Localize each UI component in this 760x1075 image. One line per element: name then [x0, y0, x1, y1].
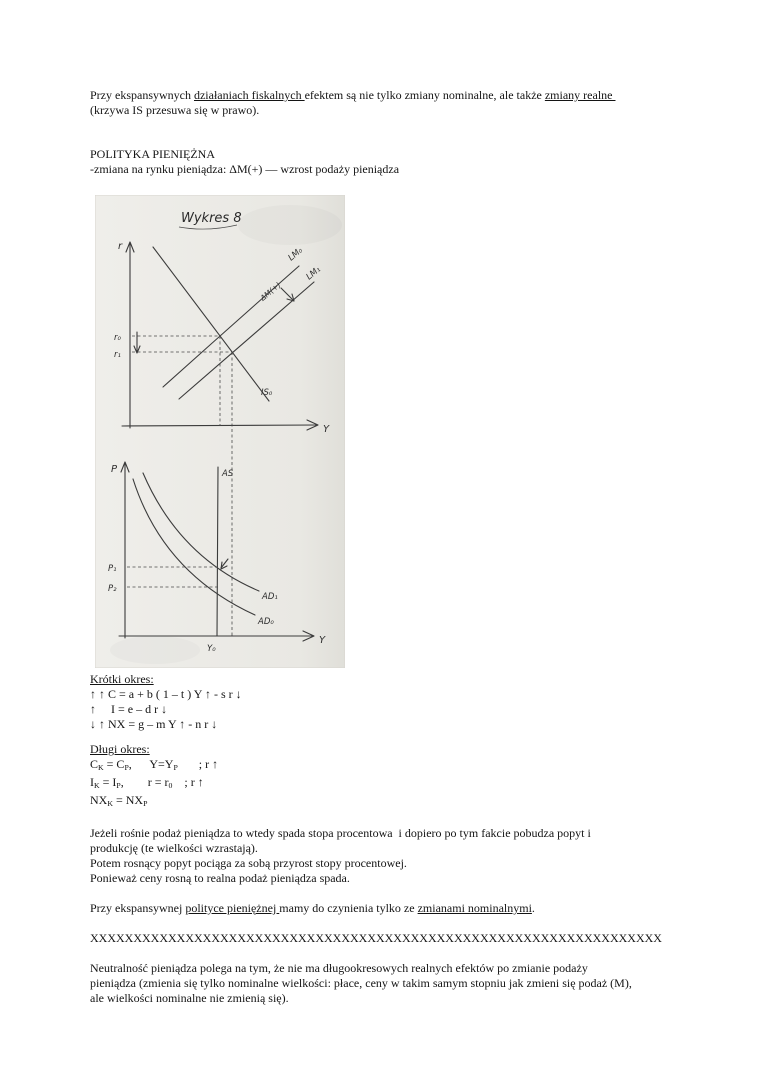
p1-label: P₁ — [108, 564, 117, 574]
analysis-line-4: Ponieważ ceny rosną to realna podaż pieniądza spada. — [90, 870, 350, 885]
analysis-line-3: Potem rosnący popyt pociąga za sobą przyrost stopy procentowej. — [90, 855, 407, 870]
short-run-eq-net-exports: ↓ ↑ NX = g – m Y ↑ - n r ↓ — [90, 717, 218, 731]
delta-m-label: ΔM(+) — [258, 280, 283, 303]
scan-smudge — [238, 205, 342, 245]
text-run: K — [98, 762, 104, 772]
conclusion-line — [90, 901, 665, 916]
long-run-eq-consumption — [90, 757, 665, 775]
p-axis-label: P — [111, 464, 118, 475]
y-axis-top-label: Y — [323, 424, 330, 435]
money-market-change-line: -zmiana na rynku pieniądza: ΔM(+) — wzrost podaży pieniądza — [90, 162, 400, 176]
lm0-label: LM₀ — [286, 245, 305, 264]
r-axis-label: r — [118, 241, 123, 252]
text-run: I — [90, 774, 94, 789]
intro-line-2: (krzywa IS przesuwa się w prawo). — [90, 103, 260, 117]
text-run: efektem są nie tylko zmiany nominalne, ale także — [304, 88, 545, 102]
text-run: ; r ↑ — [172, 774, 204, 789]
long-run-heading: Długi okres: — [90, 742, 150, 756]
neutrality-paragraph — [90, 961, 665, 1006]
p2-label: P₂ — [108, 584, 117, 594]
text-run: ; r ↑ — [177, 757, 219, 771]
lm1-label: LM₁ — [304, 264, 323, 283]
short-run-eq-investment: ↑ I = e – d r ↓ — [90, 702, 168, 716]
text-run: . — [531, 900, 535, 915]
text-run: P — [124, 762, 129, 772]
text-run: NX — [90, 792, 108, 807]
scanned-figure — [95, 195, 665, 668]
text-run: działaniach fiskalnych — [193, 88, 305, 102]
text-run: P — [173, 762, 178, 772]
ad0-label: AD₀ — [258, 617, 274, 627]
short-run-heading: Krótki okres: — [90, 672, 154, 686]
long-run-eq-net-exports — [90, 793, 665, 811]
scan-background — [95, 195, 345, 668]
text-run: K — [94, 780, 100, 790]
text-run: Przy ekspansywnych — [90, 88, 194, 102]
r1-label: r₁ — [114, 350, 121, 360]
r0-label: r₀ — [114, 333, 121, 343]
text-run: polityce pieniężnej — [185, 900, 280, 915]
short-run-eq-consumption: ↑ ↑ C = a + b ( 1 – t ) Y ↑ - s r ↓ — [90, 687, 242, 701]
text-run: , Y=Y — [128, 757, 174, 771]
analysis-line-1: Jeżeli rośnie podaż pieniądza to wtedy spada stopa procentowa i dopiero po tym fakcie pobudza popyt i — [90, 825, 591, 840]
text-run: = NX — [112, 792, 144, 807]
figure-title: Wykres 8 — [181, 211, 242, 226]
short-run-block — [90, 672, 665, 732]
divider-row — [90, 931, 665, 946]
neutrality-line-3: ale wielkości nominalne nie zmienią się). — [90, 990, 289, 1005]
neutrality-line-1: Neutralność pieniądza polega na tym, że nie ma długookresowych realnych efektów po zmianie podaży — [90, 960, 588, 975]
intro-paragraph — [90, 88, 665, 118]
analysis-line-2: produkcję (te wielkości wzrastają). — [90, 840, 258, 855]
y-axis-bottom-label: Y — [319, 635, 326, 646]
text-run: = C — [103, 757, 125, 771]
text-run: mamy do czynienia tylko ze — [279, 900, 418, 915]
neutrality-line-2: pieniądza (zmienia się tylko nominalne wielkości: płace, ceny w takim samym stopniu jak zmieni się podaż (M), — [90, 975, 632, 990]
monetary-policy-heading-block — [90, 147, 665, 177]
text-run: zmianami nominalnymi — [417, 900, 532, 915]
text-run: = I — [99, 774, 117, 789]
text-run: , r = r — [120, 774, 169, 789]
text-run: zmiany realne — [544, 88, 616, 102]
analysis-paragraph — [90, 826, 665, 886]
text-run: K — [107, 798, 113, 808]
wykres-8-scan — [95, 195, 345, 668]
text-run: Przy ekspansywnej — [90, 900, 186, 915]
text-run: P — [116, 780, 121, 790]
ad1-label: AD₁ — [262, 592, 278, 602]
y0-label: Y₀ — [207, 644, 216, 654]
intro-line-1 — [90, 88, 665, 103]
long-run-eq-investment — [90, 775, 665, 793]
text-run: P — [143, 798, 148, 808]
text-run: 0 — [168, 780, 173, 790]
conclusion-paragraph — [90, 901, 665, 916]
is0-label: IS₀ — [261, 388, 273, 398]
x-divider: XXXXXXXXXXXXXXXXXXXXXXXXXXXXXXXXXXXXXXXXXXXXXXXXXXXXXXXXXXXXXXXXXX — [90, 930, 662, 945]
long-run-block — [90, 742, 665, 811]
as-label: AS — [222, 469, 234, 479]
scan-smudge — [110, 636, 200, 664]
section-heading: POLITYKA PIENIĘŻNA — [90, 147, 215, 161]
text-run: C — [90, 757, 99, 771]
